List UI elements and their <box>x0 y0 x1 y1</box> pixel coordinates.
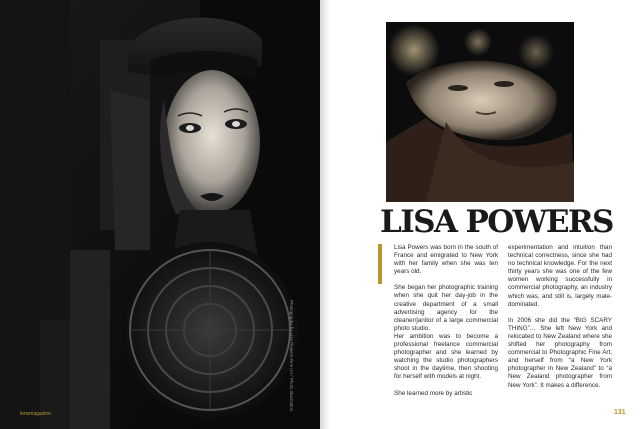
paragraph: Her ambition was to become a professional freelance commercial photographer and she learned by watching the studio photographers shoot in the daytime, then shooting for herself with models at night. <box>394 332 498 381</box>
portrait-photo-woman-lying <box>386 22 574 202</box>
paragraph: She learned more by artistic <box>394 389 473 397</box>
magazine-name: lensmagazine <box>20 411 51 417</box>
paragraph: experimentation and intuition than technical correctness, since she had no technical knowledge. For the next thirty years she was one of the few women working successfully in commercial photography, an industry which was, and still is, largely male-dominated. <box>508 244 612 308</box>
photo-credit <box>286 300 296 420</box>
photo-credit-text: Photography by Lisa Powers Fine Art / Photo Illustration <box>289 300 294 412</box>
article-title: LISA POWERS <box>380 204 613 240</box>
portrait-photo <box>386 22 574 202</box>
paragraph: In 2006 she did the “BIG SCARY THING”… She left New York and relocated to New Zealand where she shifted her photography from commercial to Photographic Fine Art, and herself from “a New York photographer in New Zealand” to “a New Zealand photographer from New York”. It makes a difference. <box>508 316 612 389</box>
accent-bar <box>378 244 382 284</box>
paragraph: Lisa Powers was born in the south of France and emigrated to New York with her family when she was ten years old. <box>394 244 498 276</box>
article-column-left <box>394 244 498 406</box>
article-column-right <box>508 244 612 398</box>
page-number: 131 <box>614 409 626 416</box>
paragraph: She began her photographic training when she quit her day-job in the creative department of a small advertising agency for the cleaner/janitor of a large commercial photo studio. <box>394 284 498 332</box>
page-gutter <box>320 0 330 429</box>
right-page <box>320 0 640 429</box>
